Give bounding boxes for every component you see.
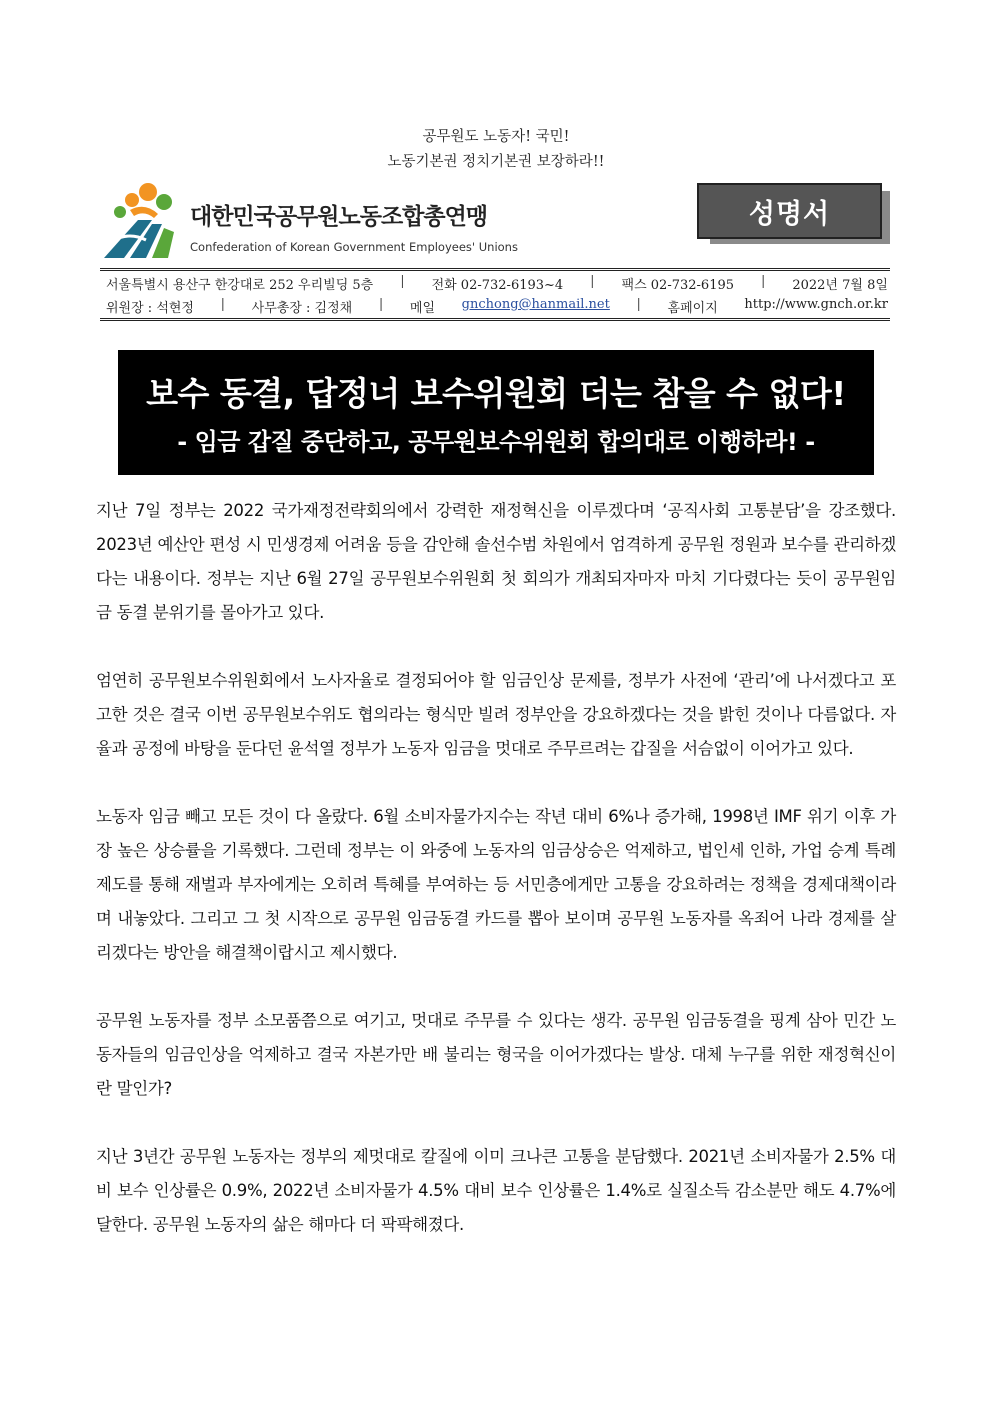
union-logo-icon xyxy=(100,180,190,260)
body-paragraph: 지난 7일 정부는 2022 국가재정전략회의에서 강력한 재정혁신을 이루겠다며 ‘공직사회 고통분담’을 강조했다. 2023년 예산안 편성 시 민생경제 어려움 등을 감안해 솔선수범 차원에서 엄격하게 공무원 정원과 보수를 관리하겠다는 내용이다. 정부는 지난 6월 27일 공무원보수위원회 첫 회의가 개최되자마자 마치 기다렸다는 듯이 공무원임금 동결 분위기를 몰아가고 있다. xyxy=(96,501,896,622)
body-paragraph: 엄연히 공무원보수위원회에서 노사자율로 결정되어야 할 임금인상 문제를, 정부가 사전에 ‘관리’에 나서겠다고 포고한 것은 결국 이번 공무원보수위도 협의라는 형식만 빌려 정부안을 강요하겠다는 것을 밝힌 것이나 다름없다. 자율과 공정에 바탕을 둔다던 윤석열 정부가 노동자 임금을 멋대로 주무르려는 갑질을 서슴없이 이어가고 있다. xyxy=(96,671,896,758)
header-divider-bottom xyxy=(100,318,890,319)
secretary-general: 사무총장 : 김정채 xyxy=(251,301,353,316)
chairperson: 위원장 : 석현정 xyxy=(106,301,194,316)
headline-subtitle: - 임금 갑질 중단하고, 공무원보수위원회 합의대로 이행하라! - xyxy=(177,428,815,456)
separator: | xyxy=(636,297,641,312)
date: 2022년 7월 8일 xyxy=(792,278,888,293)
separator: | xyxy=(378,297,384,312)
contact-info-row-2 xyxy=(106,297,888,316)
fax: 팩스 02-732-6195 xyxy=(621,278,735,293)
separator: | xyxy=(220,297,226,312)
organization-name-en: Confederation of Korean Government Employees' Unions xyxy=(190,240,518,254)
slogan-line-1: 공무원도 노동자! 국민! xyxy=(422,129,570,145)
email-label: 메일 xyxy=(409,301,436,316)
body-paragraph: 공무원 노동자를 정부 소모품쯤으로 여기고, 멋대로 주무를 수 있다는 생각. 공무원 임금동결을 핑계 삼아 민간 노동자들의 임금인상을 억제하고 결국 자본가만 배 불리는 형국을 이어가겠다는 발상. 대체 누구를 위한 재정혁신이란 말인가? xyxy=(96,1011,896,1098)
headline-banner xyxy=(118,350,874,475)
body-paragraph: 지난 3년간 공무원 노동자는 정부의 제멋대로 칼질에 이미 크나큰 고통을 분담했다. 2021년 소비자물가 2.5% 대비 보수 인상률은 0.9%, 2022년 소비자물가 4.5% 대비 보수 인상률은 1.4%로 실질소득 감소분만 해도 4.7%에 달한다. 공무원 노동자의 삶은 해마다 더 팍팍해졌다. xyxy=(96,1147,896,1234)
phone: 전화 02-732-6193~4 xyxy=(431,278,564,293)
slogan-line-2: 노동기본권 정치기본권 보장하라!! xyxy=(387,154,605,170)
separator: | xyxy=(590,274,595,289)
contact-info-row-1 xyxy=(106,274,888,293)
statement-badge: 성명서 xyxy=(697,183,882,239)
separator: | xyxy=(400,274,405,289)
header-divider-top xyxy=(100,268,890,269)
organization-name-kr: 대한민국공무원노동조합총연맹 xyxy=(190,204,488,230)
body-paragraph: 노동자 임금 빼고 모든 것이 다 올랐다. 6월 소비자물가지수는 작년 대비 6%나 증가해, 1998년 IMF 위기 이후 가장 높은 상승률을 기록했다. 그런데 정부는 이 와중에 노동자의 임금상승은 억제하고, 법인세 인하, 가업 승계 특례제도를 통해 재벌과 부자에게는 오히려 특혜를 부여하는 등 서민층에게만 고통을 강요하려는 정책을 경제대책이라며 내놓았다. 그리고 그 첫 시작으로 공무원 임금동결 카드를 뽑아 보이며 공무원 노동자를 옥죄어 나라 경제를 살리겠다는 방안을 해결책이랍시고 제시했다. xyxy=(96,807,896,962)
header-divider-bottom-2 xyxy=(100,320,890,321)
homepage-label: 홈페이지 xyxy=(667,301,718,316)
headline-title: 보수 동결, 답정너 보수위원회 더는 참을 수 없다! xyxy=(146,374,846,413)
statement-body xyxy=(96,494,896,1276)
separator: | xyxy=(760,274,766,289)
homepage-link[interactable]: http://www.gnch.or.kr xyxy=(744,297,888,312)
header-divider-top-2 xyxy=(100,270,890,271)
address: 서울특별시 용산구 한강대로 252 우리빌딩 5층 xyxy=(106,278,374,293)
email-link[interactable]: gnchong@hanmail.net xyxy=(461,297,610,312)
